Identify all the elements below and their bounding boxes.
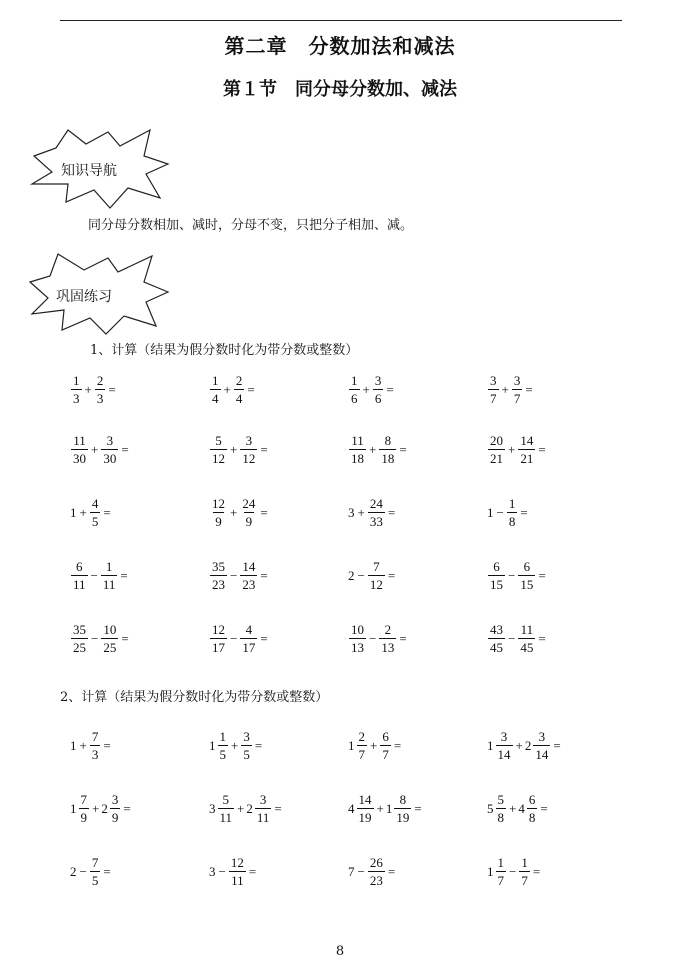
numerator: 8 <box>399 792 407 807</box>
operator: − <box>79 863 87 879</box>
operator: = <box>248 863 257 879</box>
operator: − <box>218 863 226 879</box>
operator: = <box>120 567 128 583</box>
operator: − <box>91 630 99 646</box>
numerator: 12 <box>212 622 225 637</box>
numerator: 12 <box>230 855 244 870</box>
denominator: 7 <box>497 873 504 888</box>
fraction <box>240 623 257 654</box>
operator: = <box>538 567 546 583</box>
denominator: 8 <box>497 810 504 825</box>
q1-item <box>487 434 548 465</box>
denominator: 7 <box>490 391 497 406</box>
q1-item <box>70 623 131 654</box>
numerator: 11 <box>73 433 86 448</box>
q1-item <box>70 434 131 465</box>
numerator: 3 <box>374 373 382 388</box>
numerator: 3 <box>245 433 253 448</box>
operator: + <box>376 800 384 816</box>
operator: = <box>399 441 407 457</box>
operator: + <box>515 737 523 753</box>
numerator: 2 <box>96 373 104 388</box>
q1-item <box>209 374 257 405</box>
denominator: 30 <box>73 451 86 466</box>
numerator: 6 <box>76 559 83 574</box>
numerator: 24 <box>242 496 256 511</box>
q1-item <box>348 623 409 654</box>
q1-item <box>348 560 397 591</box>
fraction <box>527 793 538 824</box>
fraction <box>210 560 227 591</box>
fraction <box>488 434 505 465</box>
q1-item <box>348 497 397 528</box>
fraction <box>368 560 385 591</box>
operator: − <box>357 863 365 879</box>
numerator: 2 <box>235 373 243 388</box>
whole-number: 2 <box>70 863 77 879</box>
operator: + <box>362 381 370 397</box>
fraction <box>240 434 257 465</box>
operator: = <box>414 800 422 816</box>
fraction <box>95 374 106 405</box>
badge-practice-label: 巩固练习 <box>56 289 112 305</box>
denominator: 45 <box>490 640 503 655</box>
fraction <box>349 374 360 405</box>
operator: = <box>103 504 111 520</box>
q1-item <box>487 560 548 591</box>
numerator: 3 <box>106 433 114 448</box>
q1-item <box>209 623 270 654</box>
numerator: 35 <box>212 559 225 574</box>
operator: + <box>230 441 238 457</box>
denominator: 3 <box>73 391 80 406</box>
numerator: 3 <box>538 729 546 744</box>
chapter-title: 第二章 分数加法和减法 <box>224 34 456 58</box>
fraction <box>210 623 227 654</box>
denominator: 4 <box>235 391 243 406</box>
operator: − <box>369 630 377 646</box>
numerator: 3 <box>259 792 267 807</box>
denominator: 11 <box>73 577 86 592</box>
numerator: 7 <box>91 729 99 744</box>
numerator: 1 <box>73 373 80 388</box>
whole-number: 1 <box>487 504 494 520</box>
operator: + <box>370 737 378 753</box>
denominator: 19 <box>358 810 372 825</box>
operator: = <box>538 630 546 646</box>
fraction <box>349 623 366 654</box>
fraction <box>488 560 505 591</box>
fraction <box>512 374 523 405</box>
badge-practice <box>26 252 172 336</box>
operator: = <box>103 863 111 879</box>
q2-item <box>487 793 550 824</box>
badge-knowledge-label: 知识导航 <box>61 163 117 179</box>
numerator: 35 <box>73 622 86 637</box>
numerator: 5 <box>215 433 222 448</box>
operator: = <box>540 800 548 816</box>
denominator: 4 <box>212 391 219 406</box>
q1-item <box>209 560 270 591</box>
operator: = <box>254 737 263 753</box>
denominator: 7 <box>382 747 389 762</box>
whole-number: 2 <box>348 567 355 583</box>
mixed-whole: 1 <box>487 863 494 879</box>
operator: = <box>108 381 116 397</box>
q1-item <box>348 434 409 465</box>
mixed-whole: 1 <box>348 737 355 753</box>
mixed-whole: 3 <box>209 800 216 816</box>
fraction <box>507 497 518 528</box>
fraction <box>210 497 227 528</box>
denominator: 7 <box>358 747 365 762</box>
fraction <box>210 434 227 465</box>
operator: − <box>509 863 517 879</box>
denominator: 23 <box>212 577 225 592</box>
mixed-whole: 2 <box>246 800 253 816</box>
operator: − <box>508 630 516 646</box>
operator: + <box>230 504 238 520</box>
numerator: 5 <box>497 792 504 807</box>
operator: + <box>508 441 516 457</box>
denominator: 5 <box>219 747 226 762</box>
q1-item <box>487 374 535 405</box>
denominator: 14 <box>535 747 549 762</box>
denominator: 9 <box>215 514 222 529</box>
numerator: 26 <box>369 855 383 870</box>
fraction <box>210 374 221 405</box>
fraction <box>71 560 88 591</box>
fraction <box>218 730 229 761</box>
question-1-title: 1、计算（结果为假分数时化为带分数或整数） <box>90 343 359 358</box>
fraction <box>240 497 257 528</box>
numerator: 2 <box>358 729 365 744</box>
numerator: 43 <box>490 622 503 637</box>
badge-knowledge <box>28 128 174 210</box>
denominator: 9 <box>80 810 87 825</box>
operator: + <box>237 800 245 816</box>
numerator: 6 <box>382 729 389 744</box>
denominator: 12 <box>369 577 383 592</box>
fraction <box>518 560 535 591</box>
numerator: 3 <box>111 792 119 807</box>
fraction <box>496 856 507 887</box>
denominator: 30 <box>103 451 117 466</box>
operator: = <box>386 381 394 397</box>
fraction <box>101 623 118 654</box>
denominator: 13 <box>351 640 364 655</box>
fraction <box>518 434 535 465</box>
q1-item <box>348 374 396 405</box>
fraction <box>241 730 252 761</box>
denominator: 6 <box>351 391 358 406</box>
denominator: 9 <box>245 514 253 529</box>
fraction <box>488 374 499 405</box>
q1-item <box>487 623 548 654</box>
numerator: 11 <box>351 433 364 448</box>
operator: = <box>247 381 255 397</box>
numerator: 1 <box>497 855 504 870</box>
mixed-whole: 4 <box>348 800 355 816</box>
denominator: 5 <box>91 514 99 529</box>
numerator: 20 <box>490 433 503 448</box>
q1-item <box>70 374 118 405</box>
q1-item <box>209 497 270 528</box>
fraction <box>240 560 257 591</box>
operator: + <box>369 441 377 457</box>
numerator: 2 <box>384 622 392 637</box>
fraction <box>71 623 88 654</box>
fraction <box>101 560 118 591</box>
denominator: 7 <box>521 873 528 888</box>
denominator: 18 <box>351 451 364 466</box>
q2-item <box>209 793 284 824</box>
operator: − <box>230 630 238 646</box>
fraction <box>496 793 507 824</box>
q2-item <box>348 856 397 887</box>
operator: = <box>387 567 396 583</box>
operator: = <box>260 630 268 646</box>
numerator: 5 <box>222 792 230 807</box>
fraction <box>71 434 88 465</box>
q2-item <box>348 793 424 824</box>
fraction <box>394 793 411 824</box>
denominator: 45 <box>520 640 534 655</box>
denominator: 11 <box>231 873 244 888</box>
operator: + <box>501 381 509 397</box>
q2-item <box>209 730 264 761</box>
denominator: 12 <box>242 451 256 466</box>
numerator: 8 <box>384 433 392 448</box>
denominator: 17 <box>242 640 256 655</box>
fraction <box>357 793 374 824</box>
numerator: 14 <box>242 559 256 574</box>
whole-number: 1 <box>70 504 77 520</box>
operator: − <box>90 567 98 583</box>
whole-number: 1 <box>70 737 77 753</box>
operator: + <box>92 800 100 816</box>
numerator: 1 <box>219 729 226 744</box>
operator: + <box>357 504 365 520</box>
section-title: 第１节 同分母分数加、减法 <box>223 79 457 100</box>
fraction <box>496 730 513 761</box>
q1-item <box>209 434 270 465</box>
operator: = <box>399 630 407 646</box>
operator: + <box>91 441 99 457</box>
header-rule <box>60 20 622 21</box>
fraction <box>90 730 101 761</box>
fraction <box>368 497 385 528</box>
q2-item <box>487 730 563 761</box>
numerator: 1 <box>351 373 358 388</box>
numerator: 3 <box>500 729 508 744</box>
numerator: 1 <box>508 496 516 511</box>
operator: = <box>260 504 268 520</box>
numerator: 1 <box>105 559 113 574</box>
mixed-whole: 1 <box>385 800 393 816</box>
whole-number: 3 <box>209 863 216 879</box>
numerator: 24 <box>369 496 383 511</box>
denominator: 25 <box>103 640 117 655</box>
fraction <box>379 434 396 465</box>
operator: = <box>387 863 396 879</box>
q2-item <box>70 793 133 824</box>
denominator: 6 <box>374 391 382 406</box>
fraction <box>518 623 535 654</box>
numerator: 14 <box>358 792 372 807</box>
denominator: 8 <box>508 514 516 529</box>
mixed-whole: 2 <box>524 737 532 753</box>
operator: + <box>79 504 87 520</box>
operator: = <box>553 737 561 753</box>
question-2-title: 2、计算（结果为假分数时化为带分数或整数） <box>60 690 329 705</box>
numerator: 12 <box>212 496 225 511</box>
fraction <box>380 730 391 761</box>
denominator: 5 <box>91 873 99 888</box>
denominator: 19 <box>396 810 410 825</box>
numerator: 7 <box>80 792 87 807</box>
whole-number: 3 <box>348 504 355 520</box>
fraction <box>373 374 384 405</box>
operator: + <box>84 381 92 397</box>
numerator: 3 <box>490 373 497 388</box>
operator: − <box>508 567 516 583</box>
numerator: 6 <box>523 559 531 574</box>
denominator: 25 <box>73 640 86 655</box>
fraction <box>519 856 530 887</box>
fraction <box>533 730 550 761</box>
operator: − <box>357 567 365 583</box>
operator: = <box>274 800 282 816</box>
numerator: 3 <box>513 373 521 388</box>
fraction <box>110 793 121 824</box>
numerator: 1 <box>212 373 219 388</box>
numerator: 10 <box>103 622 117 637</box>
denominator: 15 <box>490 577 503 592</box>
operator: = <box>103 737 111 753</box>
numerator: 6 <box>493 559 500 574</box>
numerator: 4 <box>245 622 253 637</box>
mixed-whole: 5 <box>487 800 494 816</box>
operator: + <box>231 737 239 753</box>
mixed-whole: 4 <box>518 800 525 816</box>
fraction <box>357 730 368 761</box>
denominator: 17 <box>212 640 225 655</box>
fraction <box>234 374 245 405</box>
operator: = <box>123 800 131 816</box>
q2-item <box>487 856 542 887</box>
denominator: 12 <box>212 451 225 466</box>
operator: = <box>532 863 541 879</box>
denominator: 11 <box>102 577 116 592</box>
knowledge-text: 同分母分数相加、减时，分母不变，只把分子相加、减。 <box>88 218 414 233</box>
q2-item <box>70 856 113 887</box>
operator: = <box>387 504 396 520</box>
mixed-whole: 1 <box>209 737 216 753</box>
denominator: 14 <box>497 747 511 762</box>
page-number: 8 <box>335 944 345 959</box>
fraction <box>229 856 246 887</box>
numerator: 14 <box>520 433 534 448</box>
denominator: 8 <box>528 810 536 825</box>
numerator: 7 <box>91 855 99 870</box>
operator: + <box>509 800 517 816</box>
operator: = <box>121 630 129 646</box>
numerator: 6 <box>528 792 536 807</box>
operator: = <box>260 441 268 457</box>
fraction <box>379 623 396 654</box>
numerator: 7 <box>373 559 380 574</box>
mixed-whole: 1 <box>70 800 77 816</box>
operator: + <box>79 737 87 753</box>
fraction <box>255 793 272 824</box>
q2-item <box>70 730 113 761</box>
q1-item <box>70 497 113 528</box>
operator: = <box>525 381 533 397</box>
fraction <box>218 793 235 824</box>
operator: − <box>230 567 238 583</box>
denominator: 21 <box>520 451 534 466</box>
fraction <box>90 497 101 528</box>
q2-item <box>348 730 403 761</box>
operator: = <box>538 441 546 457</box>
denominator: 11 <box>219 810 233 825</box>
operator: = <box>121 441 129 457</box>
fraction <box>79 793 90 824</box>
mixed-whole: 1 <box>487 737 494 753</box>
denominator: 9 <box>111 810 119 825</box>
whole-number: 7 <box>348 863 355 879</box>
denominator: 21 <box>490 451 503 466</box>
operator: = <box>260 567 268 583</box>
numerator: 4 <box>91 496 99 511</box>
mixed-whole: 2 <box>101 800 108 816</box>
denominator: 13 <box>381 640 395 655</box>
denominator: 18 <box>381 451 395 466</box>
denominator: 11 <box>256 810 270 825</box>
denominator: 7 <box>513 391 521 406</box>
q2-item <box>209 856 258 887</box>
numerator: 1 <box>521 855 528 870</box>
denominator: 3 <box>96 391 104 406</box>
denominator: 23 <box>369 873 383 888</box>
numerator: 3 <box>243 729 250 744</box>
numerator: 11 <box>520 622 534 637</box>
fraction <box>349 434 366 465</box>
denominator: 5 <box>243 747 250 762</box>
fraction <box>101 434 118 465</box>
operator: − <box>496 504 504 520</box>
operator: + <box>223 381 231 397</box>
denominator: 15 <box>520 577 534 592</box>
fraction <box>71 374 82 405</box>
denominator: 3 <box>91 747 99 762</box>
q1-item <box>70 560 130 591</box>
fraction <box>90 856 101 887</box>
denominator: 23 <box>242 577 256 592</box>
operator: = <box>520 504 528 520</box>
denominator: 33 <box>369 514 383 529</box>
numerator: 10 <box>351 622 364 637</box>
operator: = <box>393 737 402 753</box>
fraction <box>368 856 385 887</box>
fraction <box>488 623 505 654</box>
q1-item <box>487 497 530 528</box>
